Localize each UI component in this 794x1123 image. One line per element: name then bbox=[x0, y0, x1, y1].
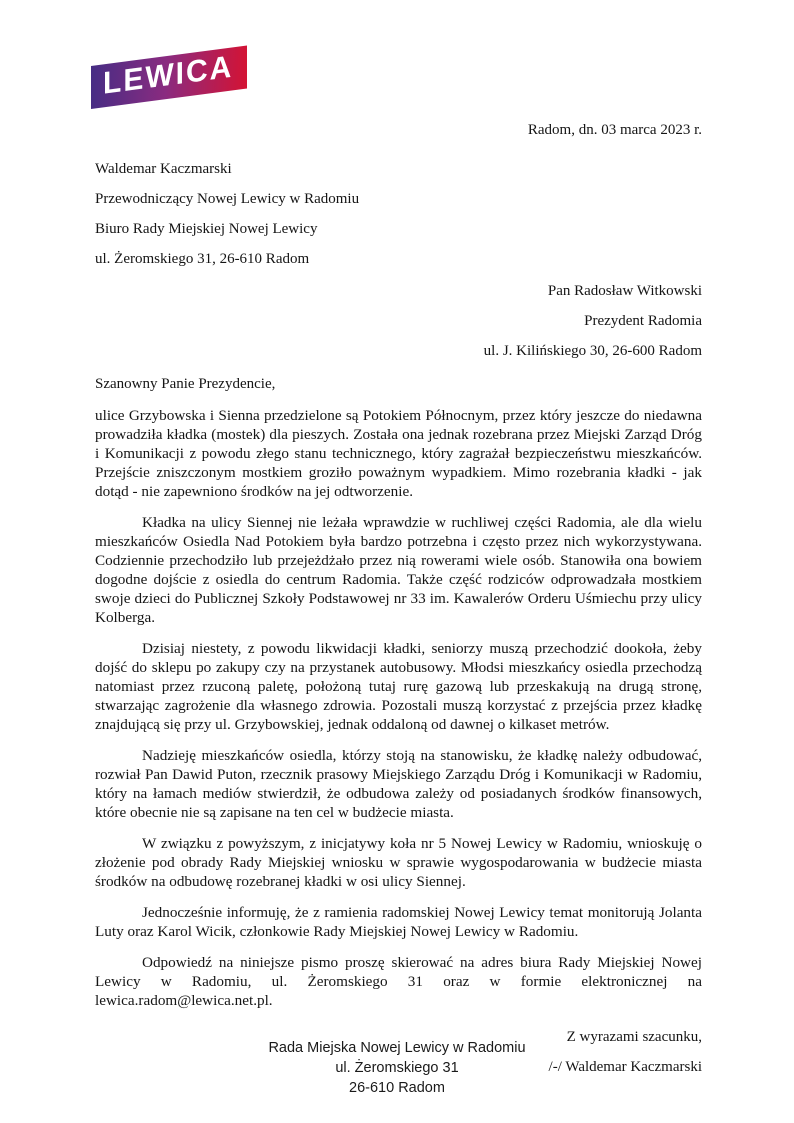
footer-city: 26-610 Radom bbox=[349, 1080, 445, 1096]
sender-title: Przewodniczący Nowej Lewicy w Radomiu bbox=[95, 191, 360, 207]
footer-org: Rada Miejska Nowej Lewicy w Radomiu bbox=[268, 1040, 526, 1056]
letter-body bbox=[95, 406, 702, 1010]
lewica-logo-text: LEWICA bbox=[103, 49, 234, 102]
dateline: Radom, dn. 03 marca 2023 r. bbox=[527, 122, 702, 138]
paragraph: Odpowiedź na niniejsze pismo proszę skierować na adres biura Rady Miejskiej Nowej Lewicy w Radomiu, ul. Żeromskiego 31 oraz w formie elektronicznej na lewica.radom@lewica.net.pl. bbox=[95, 954, 702, 1009]
sender-address: ul. Żeromskiego 31, 26-610 Radom bbox=[95, 251, 310, 267]
letterhead bbox=[95, 48, 702, 112]
salutation: Szanowny Panie Prezydencie, bbox=[95, 376, 276, 392]
paragraph: ulice Grzybowska i Sienna przedzielone są Potokiem Północnym, przez który jeszcze do niedawna prowadziła kładka (mostek) dla pieszych. Została ona jednak rozebrana przez Miejski Zarząd Dróg i Komunikacji z powodu złego stanu technicznego, który zagrażał bezpieczeństwu mieszkańców. Przejście zniszczonym mostkiem groziło poważnym wypadkiem. Mimo rozebrania kładki - jak dotąd - nie zapewniono środków na jej odtworzenie. bbox=[95, 407, 702, 500]
recipient-name: Pan Radosław Witkowski bbox=[547, 283, 702, 299]
paragraph: Kładka na ulicy Siennej nie leżała wprawdzie w ruchliwej części Radomia, ale dla wielu mieszkańców Osiedla Nad Potokiem była bardzo potrzebna i często przez nich wykorzystywana. Codziennie przechodziło lub przejeżdżało przez nią rowerami wiele osób. Stanowiła ona bowiem dogodne dojście z osiedla do centrum Radomia. Także część rodziców odprowadzała mostkiem swoje dzieci do Publicznej Szkoły Podstawowej nr 33 im. Kawalerów Orderu Uśmiechu przy ulicy Kolberga. bbox=[95, 514, 702, 626]
recipient-title: Prezydent Radomia bbox=[584, 313, 702, 329]
footer-street: ul. Żeromskiego 31 bbox=[335, 1060, 459, 1076]
paragraph: Jednocześnie informuję, że z ramienia radomskiej Nowej Lewicy temat monitorują Jolanta Luty oraz Karol Wicik, członkowie Rady Miejskiej Nowej Lewicy w Radomiu. bbox=[95, 904, 702, 940]
paragraph: Dzisiaj niestety, z powodu likwidacji kładki, seniorzy muszą przechodzić dookoła, żeby dojść do sklepu po zakupy czy na przystanek autobusowy. Młodsi mieszkańcy osiedla przechodzą natomiast przez rzuconą paletę, położoną tutaj rurę gazową lub przeskakują na drugą stronę, stwarzając zagrożenie dla własnego zdrowia. Pozostali muszą korzystać z przejścia przez kładkę znajdującą się przy ul. Grzybowskiej, jednak oddaloną od dawnej o kilkaset metrów. bbox=[95, 640, 702, 733]
recipient-address: ul. J. Kilińskiego 30, 26-600 Radom bbox=[483, 343, 702, 359]
closing-signature: /-/ Waldemar Kaczmarski bbox=[548, 1059, 702, 1075]
sender-name: Waldemar Kaczmarski bbox=[95, 161, 232, 177]
paragraph: Nadzieję mieszkańców osiedla, którzy stoją na stanowisku, że kładkę należy odbudować, rozwiał Pan Dawid Puton, rzecznik prasowy Miejskiego Zarządu Dróg i Komunikacji w Radomiu, który na łamach mediów stwierdził, że odbudowa zależy od posiadanych środków finansowych, które obecnie nie są zapisane na ten cel w budżecie miasta. bbox=[95, 747, 702, 821]
sender-office: Biuro Rady Miejskiej Nowej Lewicy bbox=[95, 221, 318, 237]
lewica-logo bbox=[91, 45, 247, 109]
paragraph: W związku z powyższym, z inicjatywy koła nr 5 Nowej Lewicy w Radomiu, wnioskuję o złożenie pod obrady Rady Miejskiej wniosku w sprawie wygospodarowania w budżecie miasta środków na odbudowę rozebranej kładki w osi ulicy Siennej. bbox=[95, 835, 702, 890]
closing-valediction: Z wyrazami szacunku, bbox=[566, 1029, 702, 1045]
sender-block bbox=[95, 154, 702, 274]
recipient-block bbox=[95, 276, 702, 366]
footer bbox=[0, 1038, 794, 1098]
